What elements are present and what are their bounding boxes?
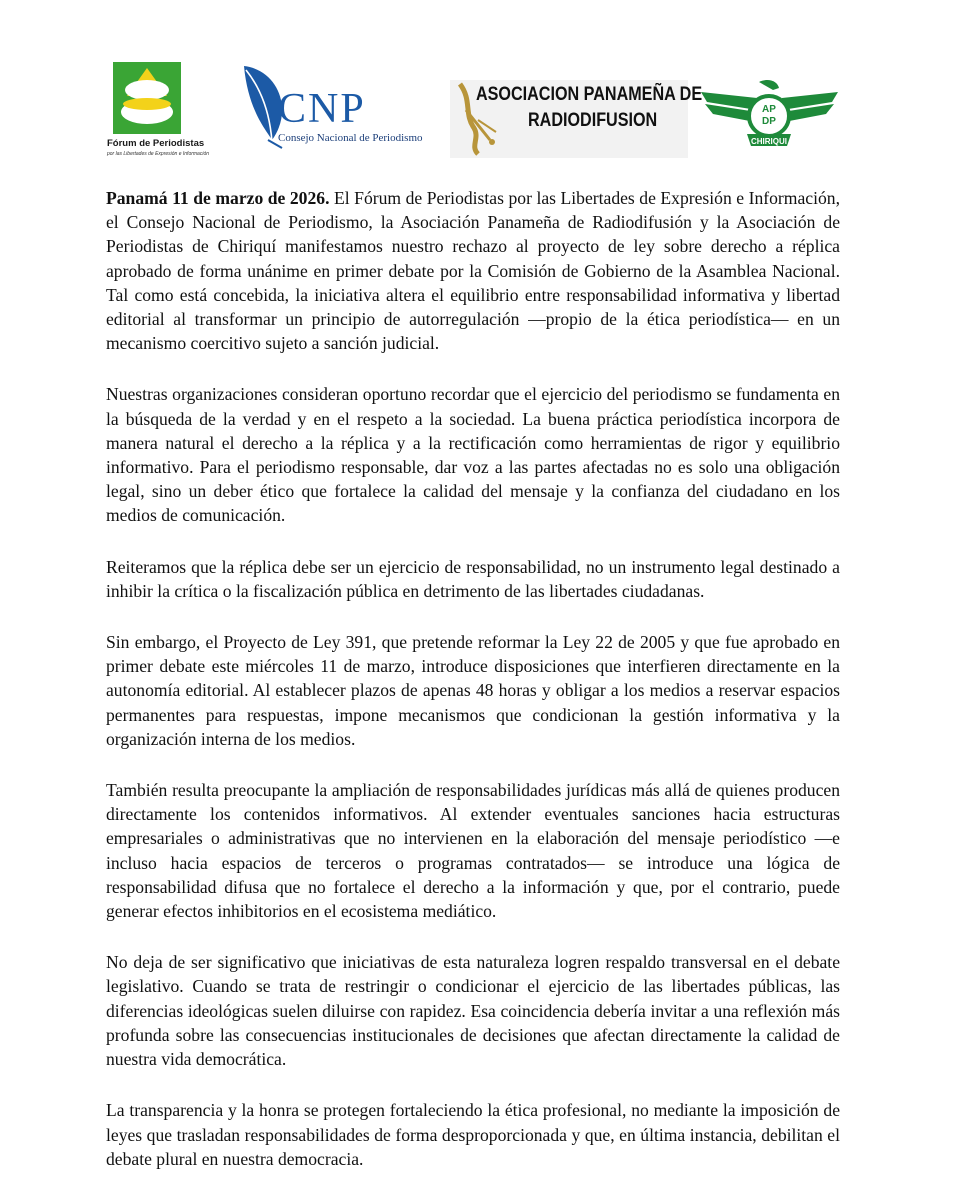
eagle-icon <box>697 78 842 153</box>
forum-name: Fórum de Periodistas <box>107 138 205 149</box>
eagle-top-letters: AP <box>762 104 776 115</box>
dateline: Panamá 11 de marzo de 2026. <box>106 188 330 208</box>
apr-name-line-1: ASOCIACION PANAMEÑA DE <box>476 84 703 105</box>
paragraph-3: Reiteramos que la réplica debe ser un ejercicio de responsabilidad, no un instrumento legal destinado a inhibir la crítica o la fiscalización pública en detrimento de las libertades ciudadanas. <box>106 556 840 601</box>
paragraph-4: Sin embargo, el Proyecto de Ley 391, que pretende reformar la Ley 22 de 2005 y que fue aprobado en primer debate este miércoles 11 de marzo, introduce disposiciones que interfieren directamente en la autonomía editorial. Al establecer plazos de apenas 48 horas y obligar a los medios a reservar espacios permanentes para respuestas, impone mecanismos que condicionan la gestión informativa y la organización interna de los medios. <box>106 632 840 749</box>
apr-name-line-2: RADIODIFUSION <box>528 110 658 131</box>
forum-periodistas-icon <box>105 60 215 138</box>
chiriqui-eagle-logo <box>697 78 842 153</box>
paragraph-7: La transparencia y la honra se protegen fortaleciendo la ética profesional, no mediante la imposición de leyes que trasladan responsabilidades de forma desproporcionada y que, en última instancia, debilitan el debate plural en nuestra democracia. <box>106 1100 840 1169</box>
paragraph-1-text: El Fórum de Periodistas por las Libertades de Expresión e Información, el Consejo Nacional de Periodismo, la Asociación Panameña de Radiodifusión y la Asociación de Periodistas de Chiriquí manifestamos nuestro rechazo al proyecto de ley sobre derecho a réplica aprobado de forma unánime en primer debate por la Comisión de Gobierno de la Asamblea Nacional. Tal como está concebida, la iniciativa altera el equilibrio entre responsabilidad informativa y libertad editorial al transformar un principio de autorregulación —propio de la ética periodística— en un mecanismo coercitivo sujeto a sanción judicial. <box>106 188 840 354</box>
paragraph-2: Nuestras organizaciones consideran oportuno recordar que el ejercicio del periodismo se fundamenta en la búsqueda de la verdad y en el respeto a la sociedad. La buena práctica periodística incorpora de manera natural el derecho a la réplica y a la rectificación como herramientas de rigor y equilibrio informativo. Para el periodismo responsable, dar voz a las partes afectadas no es solo una obligación legal, sino un deber ético que fortalece la calidad del mensaje y la confianza del ciudadano en los medios de comunicación. <box>106 384 840 526</box>
cnp-logo <box>238 60 438 150</box>
cnp-name: Consejo Nacional de Periodismo <box>278 132 423 144</box>
statement-body <box>106 186 840 1198</box>
paragraph-1 <box>106 186 840 355</box>
apr-logo <box>450 80 703 158</box>
forum-periodistas-logo <box>105 60 215 163</box>
paragraph-6: No deja de ser significativo que iniciativas de esta naturaleza logren respaldo transversal en el debate legislativo. Cuando se trata de restringir o condicionar el ejercicio de las libertades públicas, las diferencias ideológicas suelen diluirse con rapidez. Esa coincidencia debería invitar a una reflexión más profunda sobre las consecuencias institucionales de decisiones que afectan directamente la calidad de nuestra vida democrática. <box>106 952 840 1070</box>
paragraph-5: También resulta preocupante la ampliación de responsabilidades jurídicas más allá de quienes producen directamente los contenidos informativos. Al extender eventuales sanciones hacia estructuras empresariales o administrativas que no intervienen en la elaboración del mensaje periodístico —e incluso hacia espacios de terceros o programas contratados— se introduce una lógica de responsabilidad difusa que no fortalece el derecho a la información y que, por el contrario, puede generar efectos inhibitorios en el ecosistema mediático. <box>106 780 840 922</box>
eagle-banner-text: CHIRIQUI <box>751 137 787 146</box>
eagle-bottom-letters: DP <box>762 116 776 127</box>
cnp-abbreviation: CNP <box>278 86 366 132</box>
forum-subtitle: por las Libertades de Expresión e Información <box>107 151 210 157</box>
logo-bar <box>0 0 960 170</box>
